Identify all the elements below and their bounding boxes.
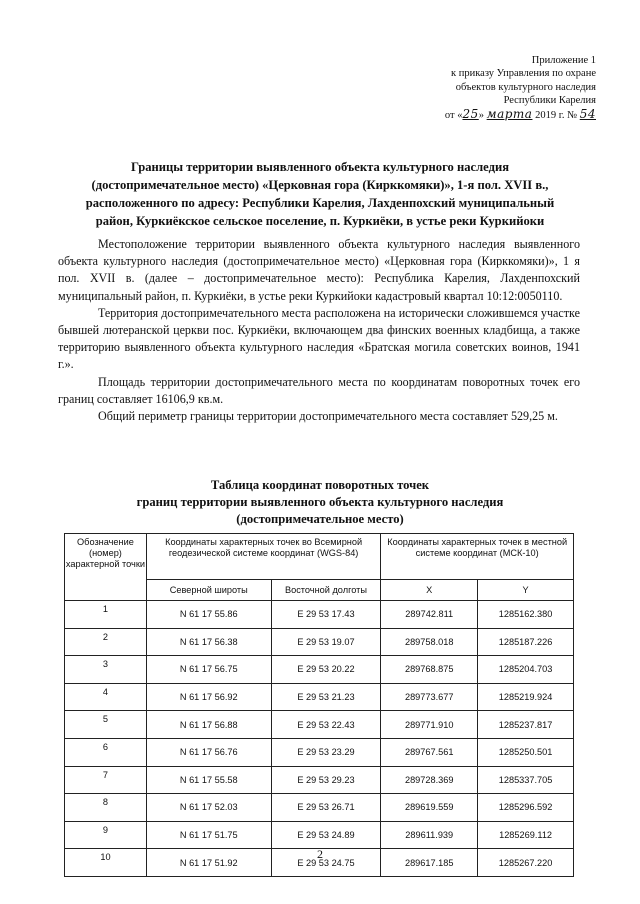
- latitude-cell: N 61 17 56.88: [146, 711, 271, 739]
- appendix-line: к приказу Управления по охране: [451, 68, 596, 80]
- latitude-cell: N 61 17 55.86: [146, 601, 271, 629]
- x-cell: 289758.018: [381, 628, 478, 656]
- y-cell: 1285219.924: [478, 683, 574, 711]
- table-title-line: (достопримечательное место): [236, 512, 404, 526]
- longitude-cell: E 29 53 23.29: [271, 738, 381, 766]
- paragraph-location: Местоположение территории выявленного объекта культурного наследия выявленного объекта культурного наследия (достопримечательное место) «Церковная гора (Кирккомяки)», 1 я пол. XVII в. (далее – достопримечательное место): Республика Карелия, Лахденпохский муниципальный район, п. Куркиёки, в устье реки Куркийоки кадастровый квартал 10:12:0050110.: [58, 237, 580, 303]
- longitude-cell: E 29 53 26.71: [271, 794, 381, 822]
- table-row: [65, 656, 574, 684]
- y-cell: 1285267.220: [478, 849, 574, 877]
- header-msk: Координаты характерных точек в местной системе координат (МСК-10): [381, 534, 574, 580]
- appendix-date-line: [336, 108, 596, 122]
- header-wgs: Координаты характерных точек во Всемирной геодезической системе координат (WGS-84): [146, 534, 380, 580]
- x-cell: 289728.369: [381, 766, 478, 794]
- longitude-cell: E 29 53 29.23: [271, 766, 381, 794]
- appendix-line: объектов культурного наследия: [455, 81, 596, 93]
- point-number-cell: 10: [65, 849, 147, 877]
- point-number-cell: 6: [65, 738, 147, 766]
- header-point: Обозначение (номер) характерной точки: [65, 534, 147, 601]
- document-title: [60, 158, 580, 230]
- paragraph-territory: Территория достопримечательного места расположена на исторически сложившемся участке бывшей лютеранской церкви пос. Куркиёки, включающем два финских военных кладбища, а также территорию выявленного объекта культурного наследия «Братская могила советских воинов, 1941 г.».: [58, 305, 580, 372]
- paragraph-perimeter: Общий периметр границы территории достопримечательного места составляет 529,25 м.: [98, 409, 558, 424]
- table-title-line: Таблица координат поворотных точек: [210, 478, 430, 492]
- longitude-cell: E 29 53 20.22: [271, 656, 381, 684]
- table-row: [65, 821, 574, 849]
- appendix-block: [336, 54, 596, 122]
- y-cell: 1285296.592: [478, 794, 574, 822]
- y-cell: 1285250.501: [478, 738, 574, 766]
- y-cell: 1285204.703: [478, 656, 574, 684]
- y-cell: 1285237.817: [478, 711, 574, 739]
- table-row: [65, 766, 574, 794]
- x-cell: 289742.811: [381, 601, 478, 629]
- coordinates-table: [64, 533, 574, 877]
- title-line: Границы территории выявленного объекта культурного наследия: [130, 160, 510, 174]
- longitude-cell: E 29 53 24.89: [271, 821, 381, 849]
- table-row: [65, 738, 574, 766]
- date-suffix: 2019 г. №: [532, 109, 580, 121]
- point-number-cell: 3: [65, 656, 147, 684]
- table-title-line: границ территории выявленного объекта культурного наследия: [136, 495, 504, 509]
- body-text: [58, 236, 580, 425]
- latitude-cell: N 61 17 56.75: [146, 656, 271, 684]
- appendix-line: Приложение 1: [531, 55, 596, 66]
- paragraph-area: Площадь территории достопримечательного места по координатам поворотных точек его границ составляет 16106,9 кв.м.: [58, 374, 580, 406]
- header-latitude: Северной широты: [146, 580, 271, 601]
- x-cell: 289619.559: [381, 794, 478, 822]
- title-line: район, Куркиёкское сельское поселение, п. Куркиёки, в устье реки Куркийоки: [95, 214, 545, 228]
- latitude-cell: N 61 17 56.76: [146, 738, 271, 766]
- order-number: 54: [579, 106, 596, 121]
- latitude-cell: N 61 17 52.03: [146, 794, 271, 822]
- longitude-cell: E 29 53 24.75: [271, 849, 381, 877]
- header-y: Y: [478, 580, 574, 601]
- title-line: расположенного по адресу: Республики Карелия, Лахденпохский муниципальный: [85, 196, 555, 210]
- x-cell: 289768.875: [381, 656, 478, 684]
- x-cell: 289617.185: [381, 849, 478, 877]
- x-cell: 289767.561: [381, 738, 478, 766]
- latitude-cell: N 61 17 56.38: [146, 628, 271, 656]
- y-cell: 1285162.380: [478, 601, 574, 629]
- point-number-cell: 7: [65, 766, 147, 794]
- point-number-cell: 2: [65, 628, 147, 656]
- table-row: [65, 628, 574, 656]
- point-number-cell: 5: [65, 711, 147, 739]
- y-cell: 1285337.705: [478, 766, 574, 794]
- table-title: [60, 477, 580, 528]
- x-cell: 289611.939: [381, 821, 478, 849]
- longitude-cell: E 29 53 22.43: [271, 711, 381, 739]
- date-mid: »: [478, 109, 487, 121]
- title-line: (достопримечательное место) «Церковная гора (Кирккомяки)», 1-я пол. XVII в.,: [91, 178, 549, 192]
- latitude-cell: N 61 17 51.92: [146, 849, 271, 877]
- longitude-cell: E 29 53 19.07: [271, 628, 381, 656]
- point-number-cell: 1: [65, 601, 147, 629]
- date-month: марта: [486, 106, 533, 121]
- table-row: [65, 794, 574, 822]
- latitude-cell: N 61 17 55.58: [146, 766, 271, 794]
- point-number-cell: 4: [65, 683, 147, 711]
- longitude-cell: E 29 53 21.23: [271, 683, 381, 711]
- table-body: [65, 601, 574, 877]
- latitude-cell: N 61 17 56.92: [146, 683, 271, 711]
- date-prefix: от «: [444, 109, 463, 121]
- x-cell: 289771.910: [381, 711, 478, 739]
- longitude-cell: E 29 53 17.43: [271, 601, 381, 629]
- header-x: X: [381, 580, 478, 601]
- point-number-cell: 8: [65, 794, 147, 822]
- y-cell: 1285269.112: [478, 821, 574, 849]
- date-day: 25: [462, 106, 479, 121]
- x-cell: 289773.677: [381, 683, 478, 711]
- table-row: [65, 711, 574, 739]
- appendix-line: Республики Карелия: [503, 95, 596, 107]
- table-row: [65, 683, 574, 711]
- page-number: 2: [317, 847, 323, 861]
- point-number-cell: 9: [65, 821, 147, 849]
- latitude-cell: N 61 17 51.75: [146, 821, 271, 849]
- table-row: [65, 601, 574, 629]
- y-cell: 1285187.226: [478, 628, 574, 656]
- header-longitude: Восточной долготы: [271, 580, 381, 601]
